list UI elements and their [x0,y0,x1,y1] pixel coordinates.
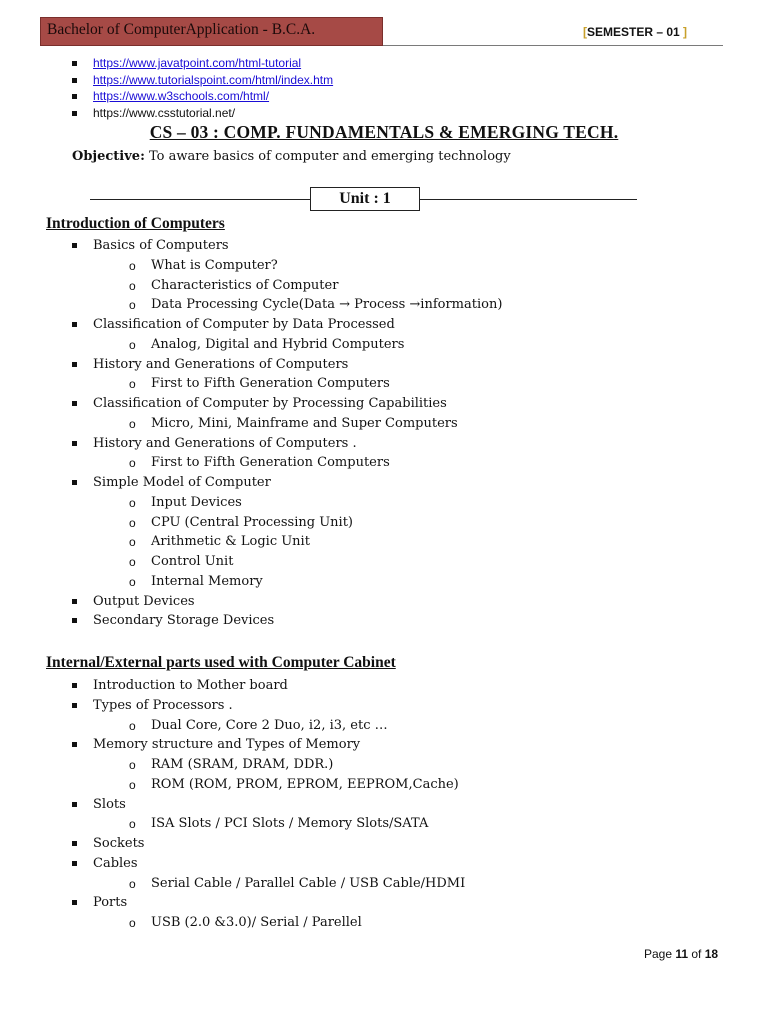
syllabus-topic: Simple Model of Computer [93,475,271,490]
reference-link[interactable]: https://www.w3schools.com/html/ [93,89,270,103]
syllabus-subtopic: o Input Devices [151,495,242,511]
semester-text: SEMESTER – 01 [587,25,680,39]
reference-text: https://www.csstutorial.net/ [93,105,236,120]
syllabus-subtopic: o ROM (ROM, PROM, EPROM, EEPROM,Cache) [151,777,459,793]
syllabus-topic: Secondary Storage Devices [93,613,275,629]
unit-rule-left [90,199,311,200]
reference-link-item[interactable] [70,88,333,105]
course-title: CS – 03 : COMP. FUNDAMENTALS & EMERGING TECH. [149,122,619,142]
section-heading: Introduction of Computers [46,215,225,232]
syllabus-topic: Output Devices [93,593,195,609]
syllabus-topic: Types of Processors . [93,697,233,713]
page-total: 18 [704,947,719,961]
syllabus-topic: Memory structure and Types of Memory [93,737,361,753]
syllabus-topic: Slots [93,796,126,812]
syllabus-subtopic: o CPU (Central Processing Unit) [151,515,353,531]
semester-label [583,25,687,39]
syllabus-subtopic: o What is Computer? [151,258,278,274]
syllabus-subtopic: o Data Processing Cycle(Data → Process →information) [151,297,502,313]
reference-link-item[interactable] [70,55,333,72]
syllabus-subtopic: o Arithmetic & Logic Unit [151,534,310,550]
reference-link-item[interactable] [70,72,333,89]
syllabus-subtopic: o First to Fifth Generation Computers [151,376,390,392]
syllabus-subtopic: o Micro, Mini, Mainframe and Super Computers [151,416,458,432]
syllabus-topic: Classification of Computer by Data Processed [93,317,395,332]
header-rule [383,45,723,46]
reference-link[interactable]: https://www.javatpoint.com/html-tutorial [93,56,302,70]
course-objective [72,149,511,164]
semester-close-bracket: ] [683,25,688,39]
syllabus-subtopic: o RAM (SRAM, DRAM, DDR.) [151,757,333,773]
syllabus-subtopic: o Characteristics of Computer [151,278,338,294]
page-number [644,947,718,961]
syllabus-topic: History and Generations of Computers [93,356,349,372]
syllabus-topic: Introduction to Mother board [93,678,288,693]
reference-link[interactable]: https://www.tutorialspoint.com/html/index.htm [93,72,334,87]
objective-label: Objective: [72,149,145,164]
page-prefix: Page [644,947,676,961]
unit-rule-right [419,199,637,200]
section-heading: Internal/External parts used with Computer Cabinet [46,654,396,671]
syllabus-subtopic: o Internal Memory [151,574,263,590]
syllabus-subtopic: o Analog, Digital and Hybrid Computers [151,337,404,353]
document-header-banner [40,17,383,46]
page-middle: of [688,947,705,961]
syllabus-subtopic: o ISA Slots / PCI Slots / Memory Slots/SATA [151,816,428,832]
syllabus-topic: Sockets [93,836,145,851]
syllabus-subtopic: o USB (2.0 &3.0)/ Serial / Parellel [151,915,362,931]
header-title: Bachelor of ComputerApplication - B.C.A. [47,21,316,38]
syllabus-subtopic: o Serial Cable / Parallel Cable / USB Cable/HDMI [151,876,465,892]
syllabus-subtopic: o First to Fifth Generation Computers [151,455,390,471]
semester-open-bracket: [ [583,25,587,39]
reference-link-item [70,105,333,122]
objective-text: To aware basics of computer and emerging technology [149,149,511,164]
syllabus-subtopic: o Control Unit [151,554,233,570]
syllabus-subtopic: o Dual Core, Core 2 Duo, i2, i3, etc … [151,718,388,734]
syllabus-topic: Classification of Computer by Processing Capabilities [93,396,447,411]
reference-links-list [70,55,333,121]
syllabus-topic: Basics of Computers [93,238,229,253]
unit-label: Unit : 1 [310,187,420,211]
page-current: 11 [675,947,689,961]
syllabus-topic: Cables [93,855,138,871]
syllabus-topic: History and Generations of Computers . [93,435,357,451]
syllabus-topic: Ports [93,895,128,911]
